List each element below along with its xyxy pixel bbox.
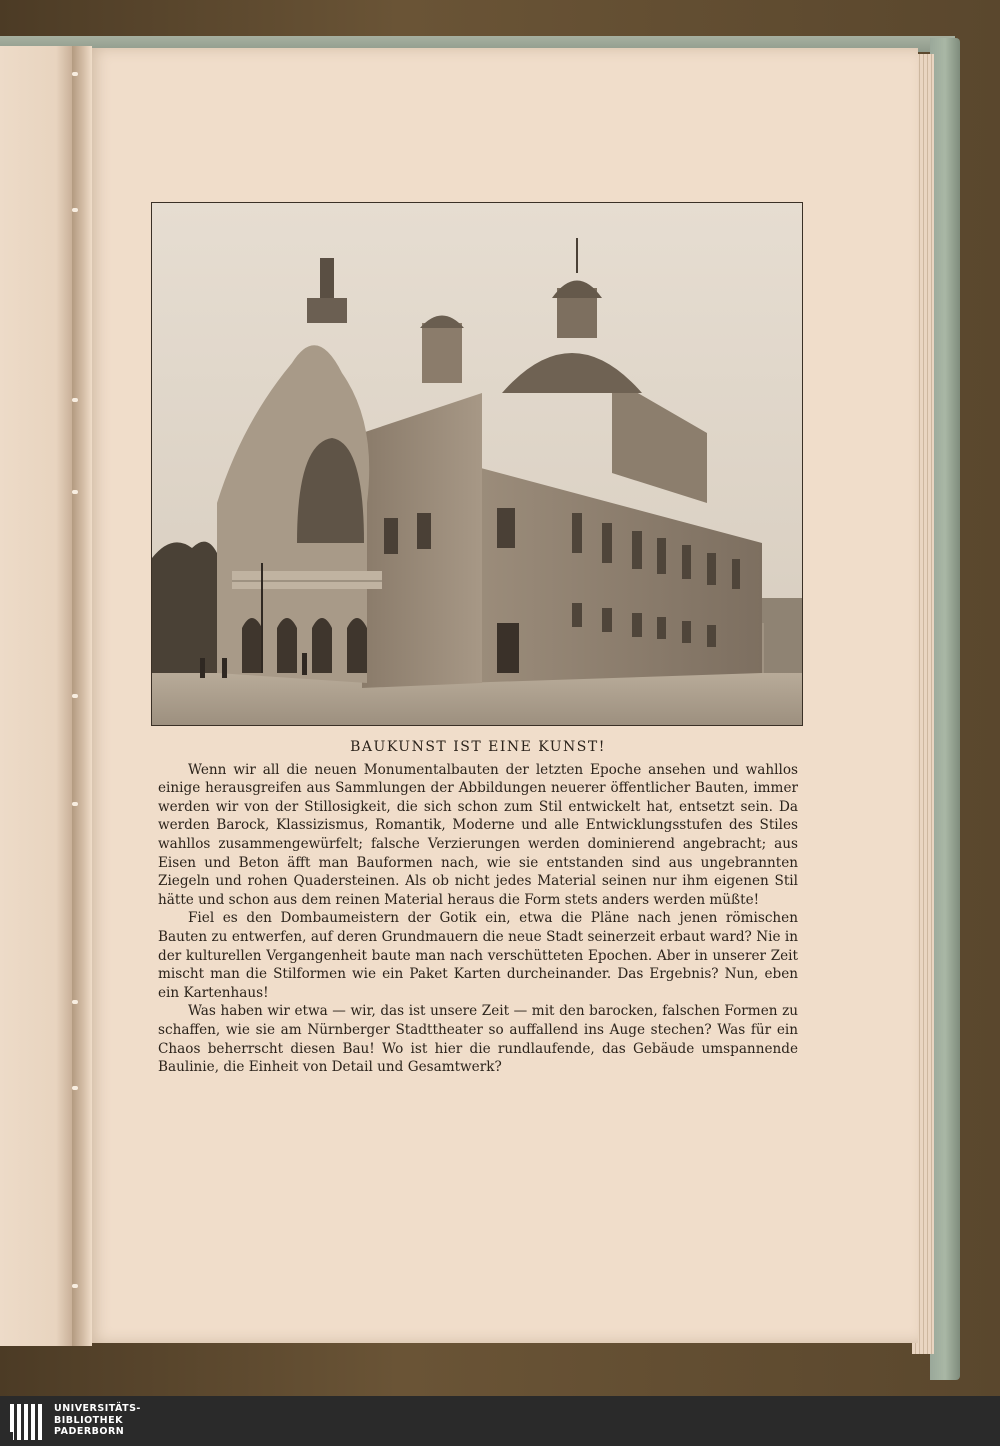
library-logo-line: BIBLIOTHEK (54, 1414, 123, 1426)
article-paragraph: Fiel es den Dombaumeistern der Gotik ein, etwa die Pläne nach jenen römischen Bauten zu entwerfen, auf deren Grundmauern die neue Stadt seinerzeit erbaut ward? Nie in der kulturellen Vergangenheit baute man nach verschütteten Epochen. Aber in unserer Zeit mischt man die Stilformen wie ein Paket Karten durcheinander. Das Ergebnis? Nun, eben ein Kartenhaus! (158, 910, 798, 1001)
article-paragraph: Was haben wir etwa — wir, das ist unsere Zeit — mit den barocken, falschen Formen zu schaffen, wie sie am Nürnberger Stadttheater so auffallend ins Auge stechen? Was für ein Chaos beherrscht diesen Bau! Wo ist hier die rundlaufende, das Gebäude umspannende Baulinie, die Einheit von Detail und Gesamtwerk? (158, 1003, 798, 1076)
library-logo-icon (8, 1402, 48, 1442)
binding-stitch (72, 72, 78, 76)
binding-stitch (72, 1284, 78, 1288)
library-logo-line: UNIVERSITÄTS- (54, 1403, 141, 1414)
binding-stitch (72, 1086, 78, 1090)
article-text (158, 738, 798, 1077)
binding-stitch (72, 694, 78, 698)
binding-stitch (72, 1000, 78, 1004)
book-cover-right-edge (930, 38, 960, 1380)
article-heading: BAUKUNST IST EINE KUNST! (350, 739, 606, 755)
theater-illustration (152, 203, 802, 725)
library-footer (0, 1396, 1000, 1446)
library-logo-text (54, 1403, 141, 1438)
binding-stitch (72, 490, 78, 494)
binding-stitch (72, 208, 78, 212)
library-logo-line: PADERBORN (54, 1426, 125, 1437)
binding-stitch (72, 398, 78, 402)
left-page-edge (0, 46, 80, 1346)
article-paragraph: Wenn wir all die neuen Monumentalbauten der letzten Epoche ansehen und wahllos einige herausgreifen aus Sammlungen der Abbildungen neuerer öffentlicher Bauten, immer werden wir von der Stillosigkeit, die sich schon zum Stil entwickelt hat, entsetzt sein. Da werden Barock, Klassizismus, Romantik, Moderne und alle Entwicklungsstufen des Stiles wahllos zusammengewürfelt; falsche Verzierungen werden dominierend angebracht; aus Eisen und Beton äfft man Bauformen nach, wie sie entstanden sind aus ungebrannten Ziegeln und rohen Quadersteinen. Als ob nicht jedes Material seinen nur ihm eigenen Stil hätte und schon aus dem reinen Material heraus die Form stets anders werden müßte! (158, 761, 798, 908)
binding-stitch (72, 802, 78, 806)
theater-photograph (151, 202, 803, 726)
